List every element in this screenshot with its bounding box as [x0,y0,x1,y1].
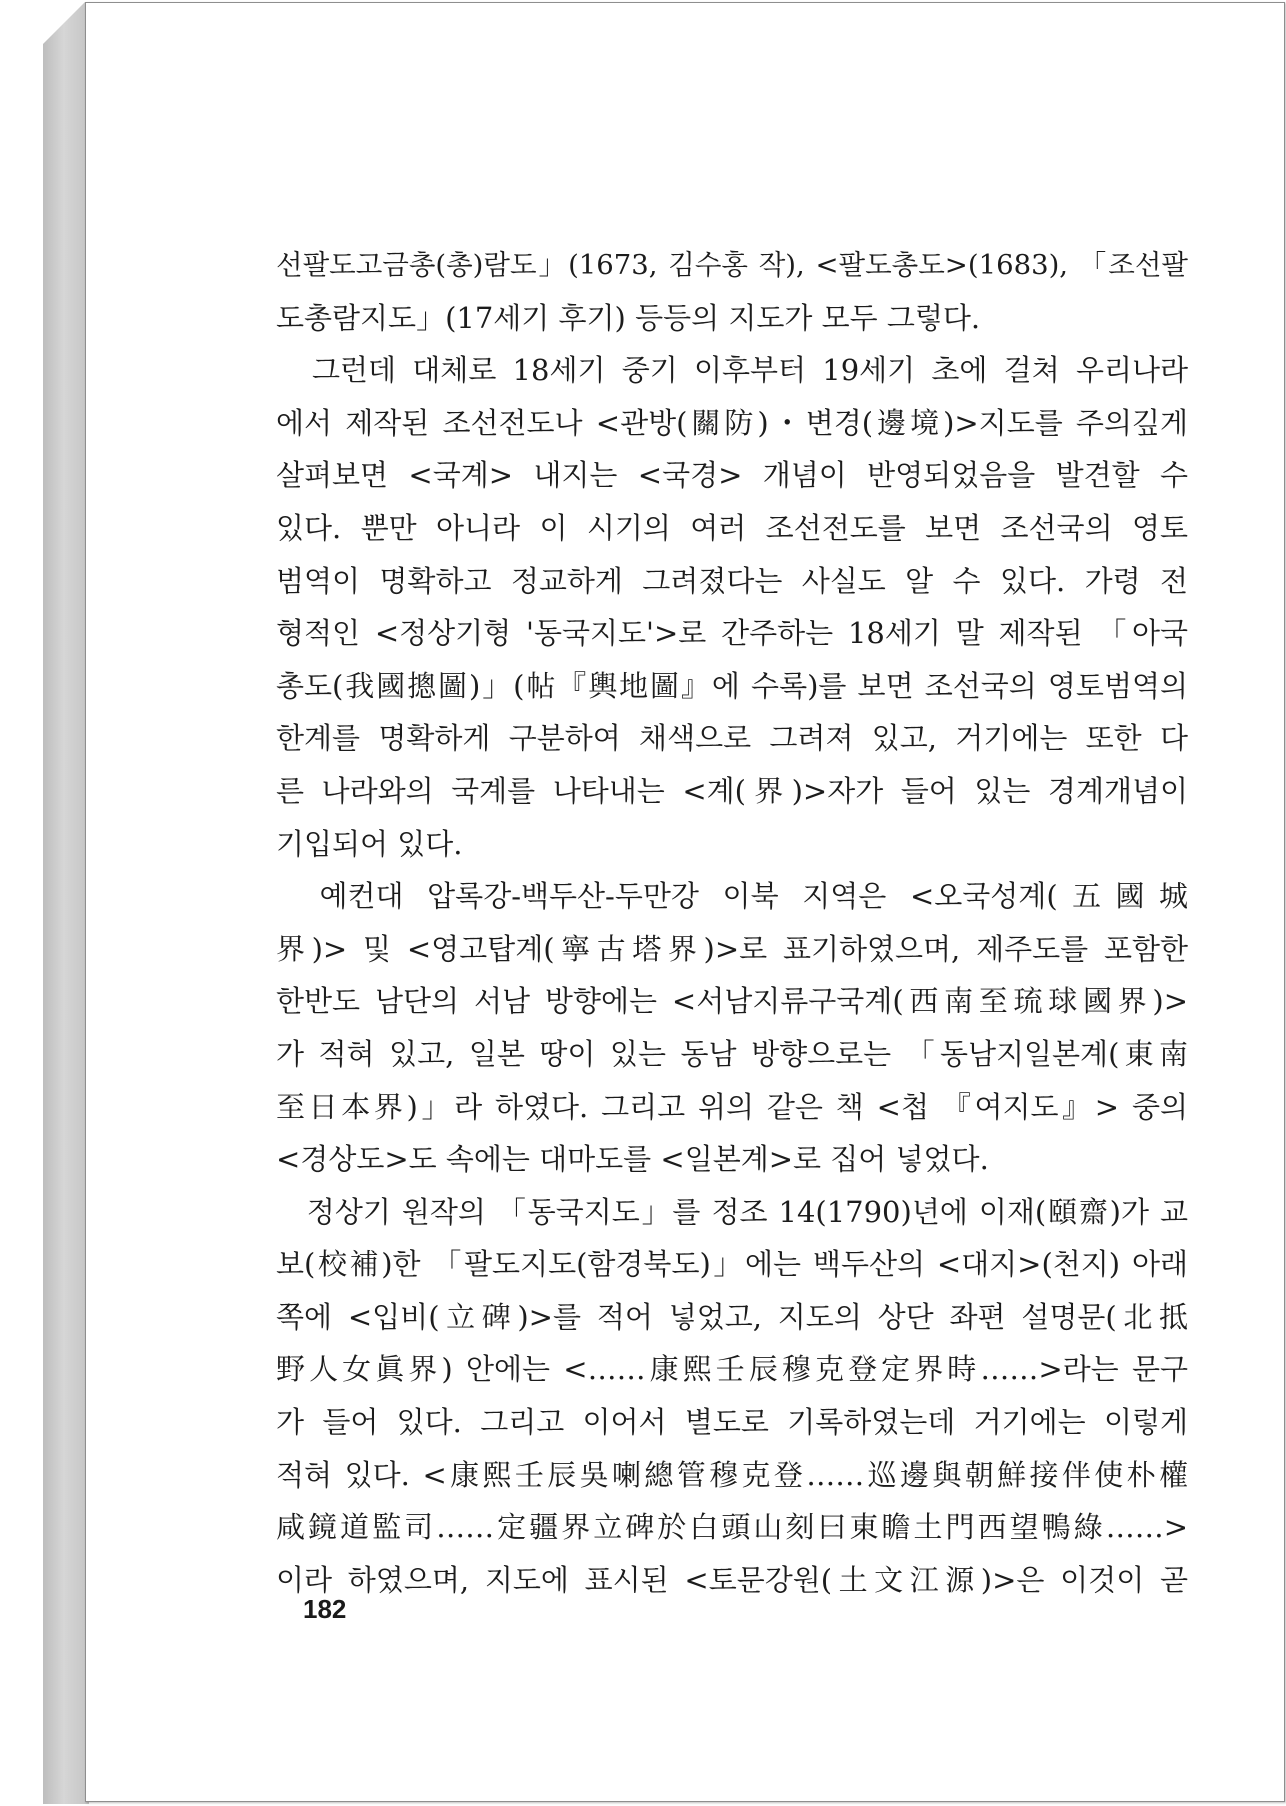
text-line: 살펴보면 <국계> 내지는 <국경> 개념이 반영되었음을 발견할 수 [276,458,1188,493]
text-line: 있다. 뿐만 아니라 이 시기의 여러 조선전도를 보면 조선국의 영토 [276,510,1188,545]
page-number: 182 [303,1594,347,1624]
text-line: 기입되어 있다. [276,826,463,861]
page-body-text [276,239,1188,1606]
text-line: 른 나라와의 국계를 나타내는 <계(界)>자가 들어 있는 경계개념이 [276,773,1188,808]
text-line: 보(校補)한 「팔도지도(함경북도)」에는 백두산의 <대지>(천지) 아래 [276,1247,1188,1282]
text-line: <경상도>도 속에는 대마도를 <일본계>로 집어 넣었다. [276,1142,989,1177]
book-page [85,2,1285,1802]
text-line: 적혀 있다. <康熙壬辰吳喇總管穆克登……巡邊與朝鮮接伴使朴權 [276,1457,1188,1492]
text-line: 한반도 남단의 서남 방향에는 <서남지류구국계(西南至琉球國界)> [276,984,1188,1019]
text-line: 총도(我國摠圖)」(帖『輿地圖』에 수록)를 보면 조선국의 영토범역의 [276,668,1188,703]
text-line: 선팔도고금총(총)람도」(1673, 김수홍 작), <팔도총도>(1683), 「조선팔 [276,249,1188,281]
text-line: 가 들어 있다. 그리고 이어서 별도로 기록하였는데 거기에는 이렇게 [276,1405,1188,1440]
text-line: 범역이 명확하고 정교하게 그려졌다는 사실도 알 수 있다. 가령 전 [276,563,1188,598]
text-line: 예컨대 압록강-백두산-두만강 이북 지역은 <오국성계(五國城 [276,879,1188,914]
text-line: 한계를 명확하게 구분하여 채색으로 그려져 있고, 거기에는 또한 다 [276,721,1188,756]
book-spine [43,2,89,1804]
book [43,2,1285,1804]
text-line: 이라 하였으며, 지도에 표시된 <토문강원(土文江源)>은 이것이 곧 [276,1562,1188,1597]
text-line: 野人女眞界) 안에는 <……康熙壬辰穆克登定界時……>라는 문구 [276,1352,1188,1387]
text-line: 형적인 <정상기형 '동국지도'>로 간주하는 18세기 말 제작된 「아국 [276,616,1188,651]
text-line: 정상기 원작의 「동국지도」를 정조 14(1790)년에 이재(頤齋)가 교 [276,1194,1188,1229]
text-line: 界)> 및 <영고탑계(寧古塔界)>로 표기하였으며, 제주도를 포함한 [276,931,1188,966]
text-line: 쪽에 <입비(立碑)>를 적어 넣었고, 지도의 상단 좌편 설명문(北抵 [276,1299,1188,1334]
text-line: 에서 제작된 조선전도나 <관방(關防)・변경(邊境)>지도를 주의깊게 [276,405,1188,440]
text-line: 도총람지도」(17세기 후기) 등등의 지도가 모두 그렇다. [276,300,981,335]
text-line: 가 적혀 있고, 일본 땅이 있는 동남 방향으로는 「동남지일본계(東南 [276,1036,1188,1071]
text-line: 그런데 대체로 18세기 중기 이후부터 19세기 초에 걸쳐 우리나라 [276,353,1188,388]
text-line: 至日本界)」라 하였다. 그리고 위의 같은 책 <첩 『여지도』> 중의 [276,1089,1188,1124]
text-line: 咸鏡道監司……定疆界立碑於白頭山刻曰東瞻土門西望鴨綠……> [276,1510,1188,1545]
